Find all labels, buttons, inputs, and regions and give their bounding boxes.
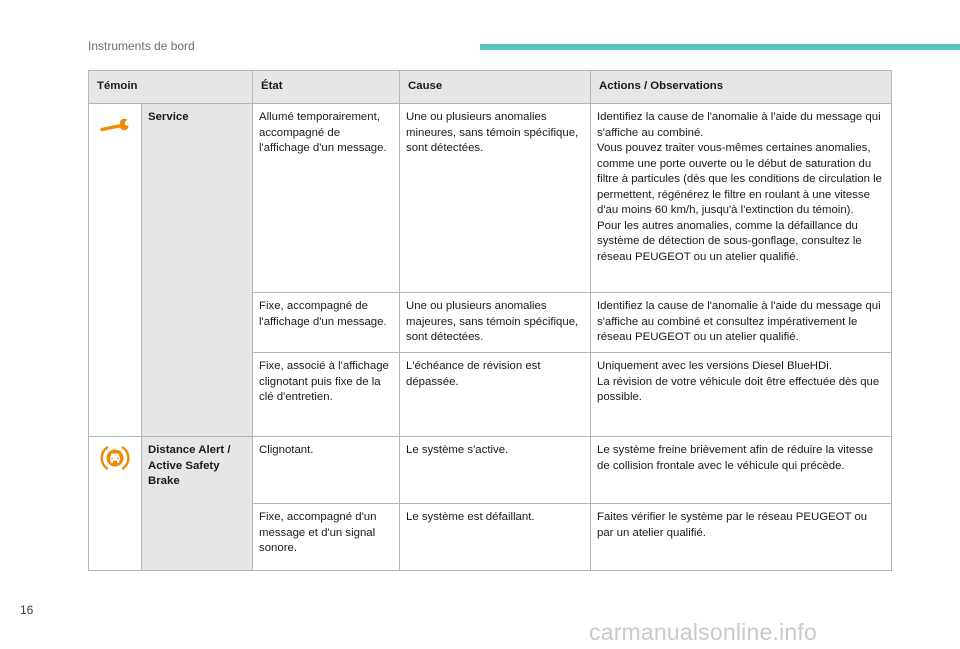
distance-alert-icon-cell (89, 437, 142, 571)
table-header-row (89, 71, 892, 104)
wrench-icon (100, 116, 130, 134)
table-row (89, 437, 892, 504)
distance-alert-action-1: Le système freine brièvement afin de réduire la vitesse de collision frontale avec le véhicule qui précède. (591, 437, 892, 504)
service-state-2: Fixe, accompagné de l'affichage d'un message. (253, 293, 400, 353)
service-action-1: Identifiez la cause de l'anomalie à l'aide du message qui s'affiche au combiné. Vous pouvez traiter vous-mêmes certaines anomalies, comme une porte ouverte ou le début de saturation du filtre à particules (dès que les conditions de circulation le permettent, régénérez le filtre en roulant à une vitesse d'au moins 60 km/h, jusqu'à l'extinction du témoin). Pour les autres anomalies, comme la défaillance du système de détection de sous-gonflage, consultez le réseau PEUGEOT ou un atelier qualifié. (591, 104, 892, 293)
service-state-1: Allumé temporairement, accompagné de l'affichage d'un message. (253, 104, 400, 293)
column-header-etat: État (253, 71, 400, 104)
section-title: Instruments de bord (88, 39, 195, 53)
service-cause-3: L'échéance de révision est dépassée. (400, 353, 591, 437)
page-number: 16 (20, 603, 34, 617)
warning-lights-table (88, 70, 892, 571)
service-action-3: Uniquement avec les versions Diesel BlueHDi. La révision de votre véhicule doit être effectuée dès que possible. (591, 353, 892, 437)
service-label: Service (142, 104, 253, 437)
distance-alert-cause-1: Le système s'active. (400, 437, 591, 504)
distance-alert-state-1: Clignotant. (253, 437, 400, 504)
distance-alert-state-2: Fixe, accompagné d'un message et d'un signal sonore. (253, 504, 400, 571)
service-action-2: Identifiez la cause de l'anomalie à l'aide du message qui s'affiche au combiné et consultez impérativement le réseau PEUGEOT ou un atelier qualifié. (591, 293, 892, 353)
column-header-actions: Actions / Observations (591, 71, 892, 104)
table-row (89, 104, 892, 293)
service-cause-2: Une ou plusieurs anomalies majeures, sans témoin spécifique, sont détectées. (400, 293, 591, 353)
column-header-cause: Cause (400, 71, 591, 104)
collision-warning-icon (100, 443, 130, 473)
watermark: carmanualsonline.info (589, 619, 817, 645)
distance-alert-action-2: Faites vérifier le système par le réseau PEUGEOT ou par un atelier qualifié. (591, 504, 892, 571)
distance-alert-cause-2: Le système est défaillant. (400, 504, 591, 571)
header-accent-bar (480, 44, 960, 50)
column-header-temoin: Témoin (89, 71, 253, 104)
service-icon-cell (89, 104, 142, 437)
distance-alert-label: Distance Alert / Active Safety Brake (142, 437, 253, 571)
service-state-3: Fixe, associé à l'affichage clignotant puis fixe de la clé d'entretien. (253, 353, 400, 437)
service-cause-1: Une ou plusieurs anomalies mineures, sans témoin spécifique, sont détectées. (400, 104, 591, 293)
